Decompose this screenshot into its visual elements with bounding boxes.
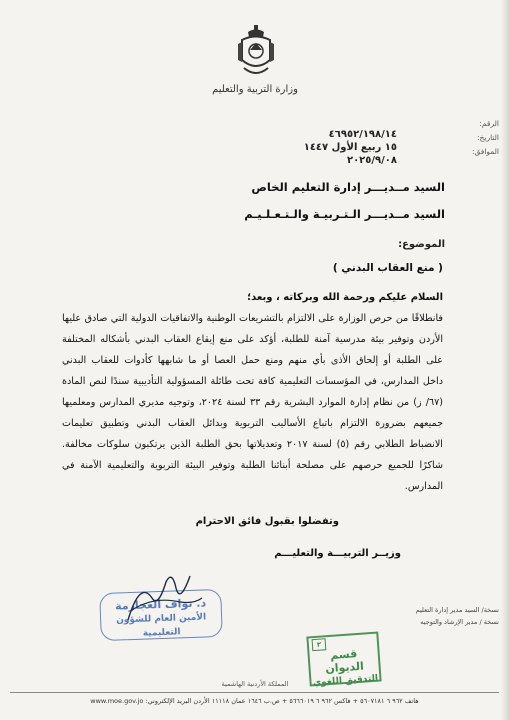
letter-body [62, 308, 443, 497]
signer-title: وزيــر التربيـــة والتعليـــم [274, 548, 401, 559]
footer-divider [10, 692, 499, 693]
addressee-education-director: السيد مــديـــر الـتـربيـة والـتـعـلـيـم [244, 207, 445, 221]
coat-of-arms-icon [236, 24, 276, 80]
stamp-proofreading: التدقيق اللغوي [312, 673, 379, 689]
body-line: على الطلبة أو إلحاق الأذى بأي منهم ومنع حمل العصا أو ما شابهها كأدوات للعقاب البدني [62, 355, 443, 366]
body-line: جميعهم بضرورة الالتزام باتباع الأساليب التربوية وبدائل العقاب البدني وتطبيق تعليمات [62, 418, 443, 429]
subject-value: ( منع العقاب البدني ) [332, 262, 443, 274]
stamp-signatory-name: د. نواف العجارمة [114, 596, 207, 613]
body-line: فانطلاقًا من حرص الوزارة على الالتزام بالتشريعات الوطنية والاتفاقيات الدولية التي صادق عليها [62, 313, 443, 324]
body-line: الانضباط الطلابي رقم (٥) لسنة ٢٠١٧ وتعديلاتها بحق الطلبة الذين يرتكبون سلوكات مخالفة. [62, 439, 443, 450]
greeting: السلام عليكم ورحمة الله وبركاته ، وبعد؛ [247, 292, 443, 303]
ref-date-label: التاريخ: [477, 133, 499, 142]
date-hijri: ١٥ ربيع الأول ١٤٤٧ [303, 142, 397, 153]
cc-line: نسخة / مدير الإرشاد والتوجيه [420, 618, 499, 626]
date-gregorian: ٢٠٢٥/٩/٠٨ [346, 155, 397, 166]
reference-labels [439, 117, 499, 159]
registry-stamp [306, 632, 381, 687]
stamp-number: ٢ [312, 638, 327, 651]
footer-contact: هاتف ٩٦٢ ٦ ٥٦٠٧١٨١ + فاكس ٩٦٢ ٦ ٥٦٦٦٠١٩ + ص.ب ١٦٤٦ عمان ١١١١٨ الأردن البريد الإلكتروني: www.moe.gov.jo [90, 697, 419, 705]
handwritten-signature [118, 568, 208, 628]
body-line: شاكرًا للجميع حرصهم على مصلحة أبنائنا الطلبة وتوفير البيئة التربوية والتعليمية الآمنة في [62, 460, 443, 471]
body-line: الأردن وتوفير بيئة مدرسية آمنة للطلبة، أؤكد على منع إيقاع العقاب البدني بأشكاله المختلفة [62, 334, 443, 345]
addressee-private-education: السيد مــديـــر إدارة التعليم الخاص [251, 180, 445, 194]
ref-number: ٤٦٩٥٢/١٩٨/١٤ [328, 129, 397, 140]
ref-number-label: الرقم: [479, 119, 499, 128]
closing-phrase: وتفضلوا بقبول فائق الاحترام [195, 516, 339, 527]
page-edge-shadow [501, 0, 509, 720]
stamp-department: قسم الديوان [324, 647, 365, 676]
stamp-signatory-title: الأمين العام للشؤون التعليمية [115, 612, 207, 639]
body-line: داخل المدارس، في المؤسسات التعليمية كافة تحت طائلة المسؤولية التأديبية سندًا لنص المادة [62, 376, 443, 387]
footer-country: المملكة الأردنية الهاشمية [221, 680, 289, 688]
ref-gregorian-label: الموافق: [471, 147, 499, 156]
ministry-name: وزارة التربية والتعليم [212, 84, 298, 95]
subject-label: الموضوع: [398, 239, 445, 250]
body-line: (٦٧/ ز) من نظام إدارة الموارد البشرية رقم ٣٣ لسنة ٢٠٢٤، وتوجيه مديري المدارس ومعلميها [62, 397, 443, 408]
reference-values [247, 128, 397, 167]
body-line: المدارس. [404, 481, 443, 492]
cc-line: نسخة/ السيد مدير إدارة التعليم [415, 606, 499, 614]
carbon-copy-list [379, 604, 499, 628]
